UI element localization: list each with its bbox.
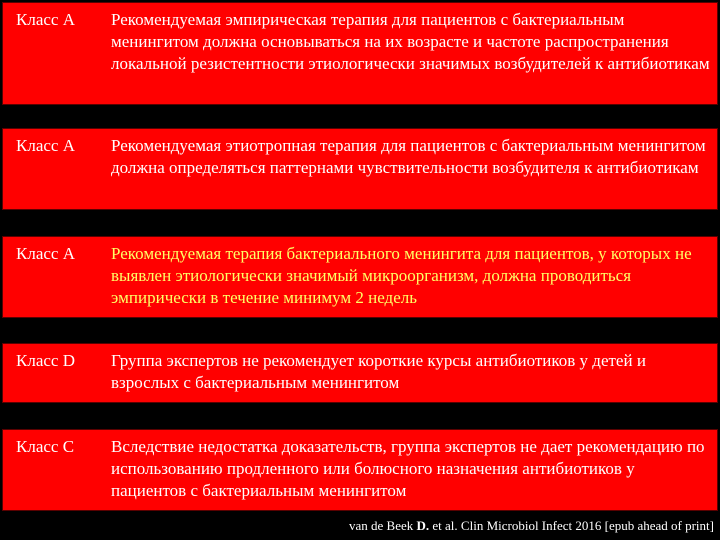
recommendation-text: Рекомендуемая терапия бактериального менингита для пациентов, у которых не выявлен этиологически значимый микроорганизм, должна проводиться эмпирически в течение минимум 2 недель bbox=[111, 244, 692, 307]
recommendation-text: Рекомендуемая эмпирическая терапия для пациентов с бактериальным менингитом должна основываться на их возрасте и частоте распространения локальной резистентности этиологически значимых возбудителей к антибиотикам bbox=[111, 10, 710, 73]
recommendation-text: Рекомендуемая этиотропная терапия для пациентов с бактериальным менингитом должна определяться паттернами чувствительности возбудителя к антибиотикам bbox=[111, 136, 706, 177]
evidence-class-label: Класс А bbox=[16, 10, 75, 29]
recommendation-text: Группа экспертов не рекомендует короткие курсы антибиотиков у детей и взрослых с бактериальным менингитом bbox=[111, 351, 646, 392]
recommendation-row-1 bbox=[2, 2, 718, 105]
evidence-class-label: Класс С bbox=[16, 437, 75, 456]
citation bbox=[300, 517, 714, 535]
citation-rest: et al. Clin Microbiol Infect 2016 [epub ahead of print] bbox=[429, 518, 714, 533]
recommendation-row-2 bbox=[2, 128, 718, 210]
recommendation-text: Вследствие недостатка доказательств, группа экспертов не дает рекомендацию по использованию продленного или болюсного назначения антибиотиков у пациентов с бактериальным менингитом bbox=[111, 437, 705, 500]
recommendation-row-3 bbox=[2, 236, 718, 318]
recommendation-row-4 bbox=[2, 343, 718, 403]
evidence-class-label: Класс D bbox=[16, 351, 75, 370]
evidence-class-label: Класс А bbox=[16, 136, 75, 155]
recommendation-row-5 bbox=[2, 429, 718, 511]
evidence-class-label: Класс А bbox=[16, 244, 75, 263]
citation-authors-bold: D. bbox=[416, 518, 430, 533]
citation-authors-prefix: van de Beek bbox=[349, 518, 417, 533]
